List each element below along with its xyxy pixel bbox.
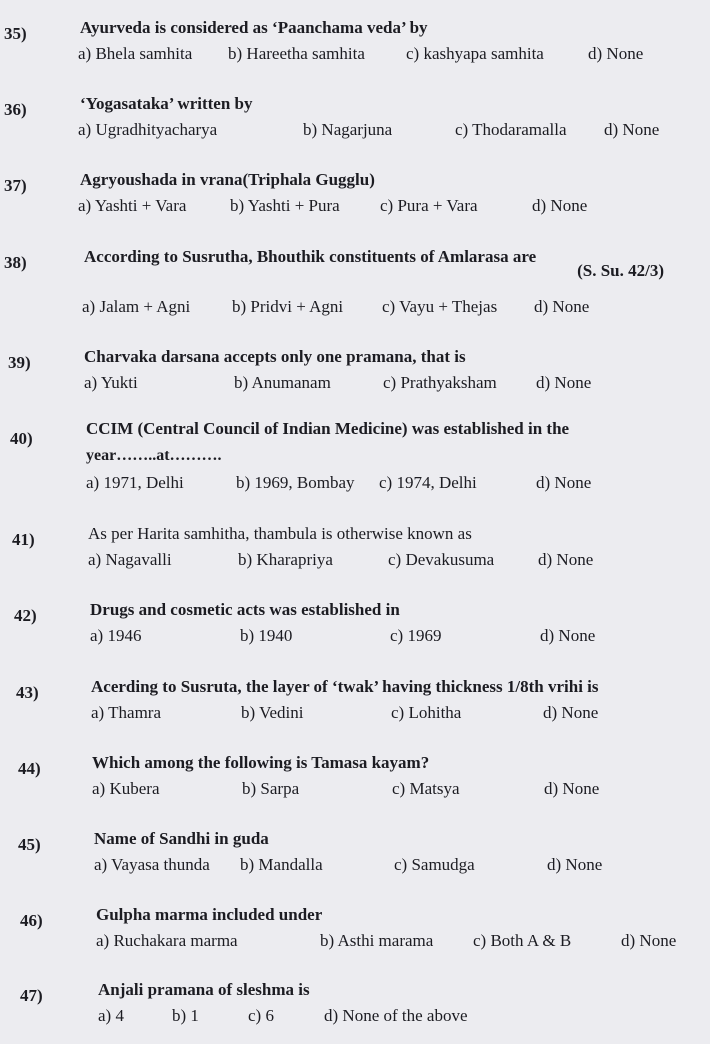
question-stem: According to Susrutha, Bhouthik constituents of Amlarasa are [84, 247, 537, 266]
question-stem: Ayurveda is considered as ‘Paanchama veda’ by [80, 18, 428, 37]
question-number: 37) [4, 176, 27, 195]
option-d: d) None [532, 196, 588, 215]
question-number: 41) [12, 530, 35, 549]
option-a: a) Vayasa thunda [94, 855, 210, 874]
option-d: d) None [588, 44, 644, 63]
option-c: c) Thodaramalla [455, 120, 567, 139]
options-row [82, 297, 710, 321]
question-stem-continued: year……..at………. [86, 447, 222, 464]
option-c: c) 1969 [390, 626, 442, 645]
option-a: a) 1971, Delhi [86, 473, 184, 492]
option-d: d) None of the above [324, 1006, 468, 1025]
question-stem: Anjali pramana of sleshma is [98, 980, 310, 999]
option-c: c) Prathyaksham [383, 373, 497, 392]
option-a: a) Yashti + Vara [78, 196, 187, 215]
option-c: c) 6 [248, 1006, 274, 1025]
option-d: d) None [547, 855, 603, 874]
question-stem: ‘Yogasataka’ written by [80, 94, 253, 113]
option-b: b) 1969, Bombay [236, 473, 355, 492]
question-number: 47) [20, 986, 43, 1005]
question-number: 39) [8, 353, 31, 372]
option-a: a) Nagavalli [88, 550, 172, 569]
option-d: d) None [540, 626, 596, 645]
options-row [96, 931, 710, 955]
option-d: d) None [536, 373, 592, 392]
options-row [90, 626, 710, 650]
option-b: b) Pridvi + Agni [232, 297, 344, 316]
option-d: d) None [543, 703, 599, 722]
options-row [91, 703, 710, 727]
option-b: b) 1940 [240, 626, 293, 645]
option-b: b) Kharapriya [238, 550, 333, 569]
options-row [78, 120, 708, 144]
option-a: a) Ugradhityacharya [78, 120, 218, 139]
question-stem: Charvaka darsana accepts only one pramana, that is [84, 347, 466, 366]
question-stem: As per Harita samhitha, thambula is otherwise known as [88, 524, 472, 543]
options-row [84, 373, 710, 397]
option-a: a) Ruchakara marma [96, 931, 238, 950]
option-b: b) Nagarjuna [303, 120, 393, 139]
question-number: 38) [4, 253, 27, 272]
option-d: d) None [536, 473, 592, 492]
option-c: c) 1974, Delhi [379, 473, 477, 492]
option-c: c) Both A & B [473, 931, 572, 950]
option-c: c) Lohitha [391, 703, 462, 722]
option-d: d) None [604, 120, 660, 139]
question-stem: Acerding to Susruta, the layer of ‘twak’ having thickness 1/8th vrihi is [91, 677, 599, 696]
question-stem: CCIM (Central Council of Indian Medicine) was established in the [86, 419, 570, 438]
question-number: 44) [18, 759, 41, 778]
option-b: b) Asthi marama [320, 931, 434, 950]
options-row [92, 779, 710, 803]
option-b: b) 1 [172, 1006, 199, 1025]
option-c: c) kashyapa samhita [406, 44, 544, 63]
option-a: a) Kubera [92, 779, 160, 798]
question-number: 45) [18, 835, 41, 854]
options-row [78, 196, 708, 220]
question-number: 40) [10, 429, 33, 448]
question-stem: Drugs and cosmetic acts was established in [90, 600, 400, 619]
question-number: 43) [16, 683, 39, 702]
question-stem: Which among the following is Tamasa kayam? [92, 753, 430, 772]
option-b: b) Vedini [241, 703, 304, 722]
question-stem: Gulpha marma included under [96, 905, 323, 924]
option-c: c) Pura + Vara [380, 196, 478, 215]
option-a: a) Thamra [91, 703, 162, 722]
question-number: 35) [4, 24, 27, 43]
question-number: 36) [4, 100, 27, 119]
option-c: c) Vayu + Thejas [382, 297, 498, 316]
option-d: d) None [534, 297, 590, 316]
option-d: d) None [538, 550, 594, 569]
option-a: a) Yukti [84, 373, 138, 392]
question-number: 46) [20, 911, 43, 930]
option-b: b) Hareetha samhita [228, 44, 365, 63]
option-d: d) None [544, 779, 600, 798]
option-a: a) Jalam + Agni [82, 297, 191, 316]
reference-citation: (S. Su. 42/3) [577, 261, 664, 280]
option-a: a) 4 [98, 1006, 124, 1025]
options-row [98, 1006, 710, 1030]
option-c: c) Samudga [394, 855, 475, 874]
options-row [86, 473, 710, 497]
options-row [88, 550, 710, 574]
option-b: b) Yashti + Pura [230, 196, 340, 215]
option-b: b) Mandalla [240, 855, 323, 874]
options-row [94, 855, 710, 879]
question-stem: Agryoushada in vrana(Triphala Gugglu) [80, 170, 375, 189]
question-stem: Name of Sandhi in guda [94, 829, 269, 848]
option-b: b) Anumanam [234, 373, 331, 392]
options-row [78, 44, 708, 68]
option-c: c) Devakusuma [388, 550, 495, 569]
option-d: d) None [621, 931, 677, 950]
question-number: 42) [14, 606, 37, 625]
option-a: a) Bhela samhita [78, 44, 193, 63]
option-a: a) 1946 [90, 626, 142, 645]
option-b: b) Sarpa [242, 779, 300, 798]
option-c: c) Matsya [392, 779, 460, 798]
